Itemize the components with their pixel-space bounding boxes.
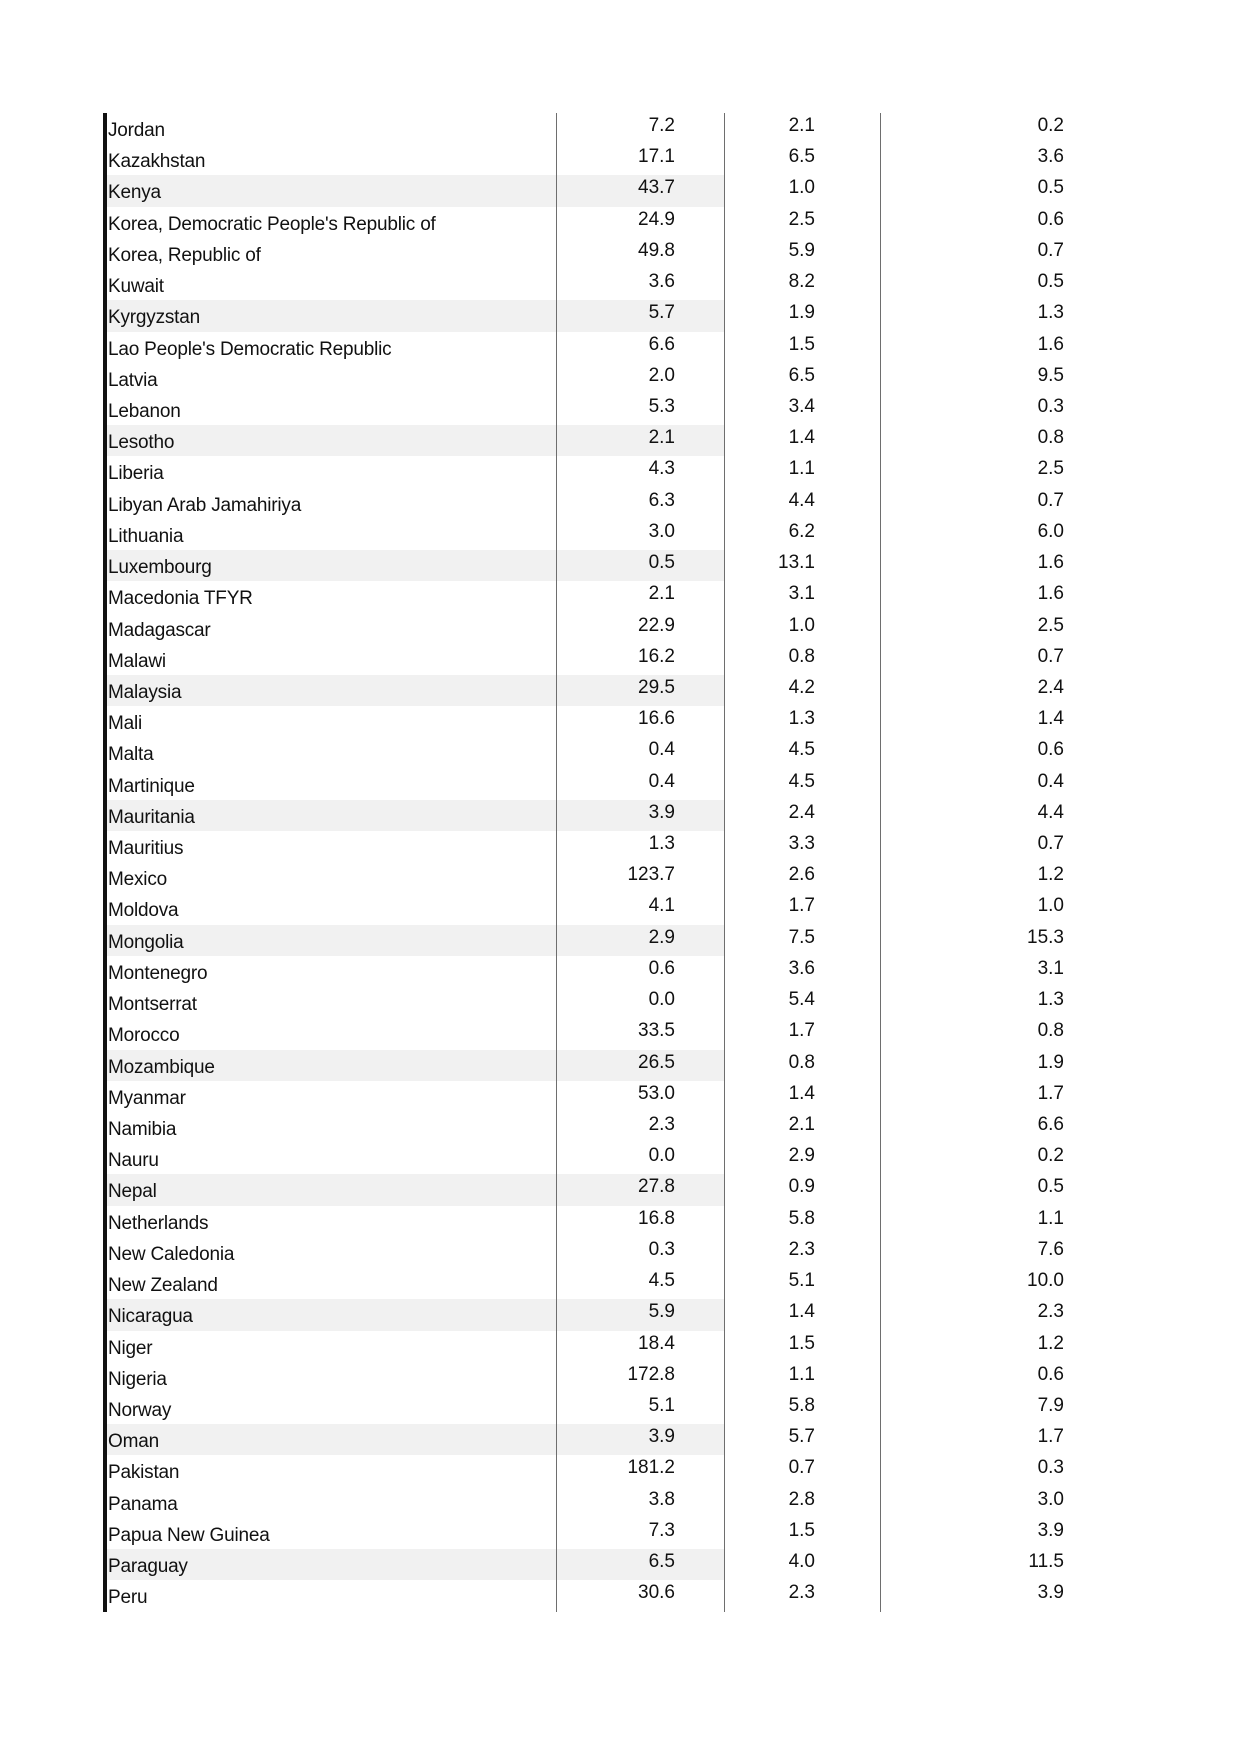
value-cell-col1: 3.0 xyxy=(648,520,675,542)
value-cell-col1: 4.3 xyxy=(648,458,675,480)
value-cell-col1: 6.3 xyxy=(648,489,675,511)
country-name-cell: Lebanon xyxy=(108,400,181,422)
value-cell-col1: 17.1 xyxy=(638,146,675,168)
value-cell-col1: 2.1 xyxy=(648,427,675,449)
value-cell-col1: 3.9 xyxy=(648,1426,675,1448)
value-cell-col1: 7.2 xyxy=(648,115,675,136)
table-row xyxy=(0,769,1241,800)
value-cell-col3: 3.1 xyxy=(1037,957,1064,979)
value-cell-col1: 4.5 xyxy=(648,1270,675,1292)
country-name-cell: Nepal xyxy=(108,1181,157,1203)
value-cell-col2: 0.8 xyxy=(788,645,815,667)
table-row xyxy=(0,519,1241,550)
value-cell-col1: 0.3 xyxy=(648,1238,675,1260)
country-name-cell: Martinique xyxy=(108,775,195,797)
table-row xyxy=(0,394,1241,425)
value-cell-col3: 1.6 xyxy=(1037,333,1064,355)
value-cell-col3: 15.3 xyxy=(1027,926,1064,948)
country-name-cell: Montenegro xyxy=(108,962,208,984)
value-cell-col1: 22.9 xyxy=(638,614,675,636)
value-cell-col1: 3.8 xyxy=(648,1488,675,1510)
value-cell-col2: 4.4 xyxy=(788,489,815,511)
column-divider xyxy=(556,113,557,1612)
value-cell-col3: 0.3 xyxy=(1037,395,1064,417)
value-cell-col3: 1.1 xyxy=(1037,1207,1064,1229)
table-row xyxy=(0,644,1241,675)
value-cell-col2: 1.7 xyxy=(788,1020,815,1042)
value-cell-col3: 0.5 xyxy=(1037,1176,1064,1198)
value-cell-col2: 1.4 xyxy=(788,1082,815,1104)
value-cell-col2: 1.9 xyxy=(788,302,815,324)
table-row xyxy=(0,800,1241,831)
value-cell-col3: 6.0 xyxy=(1037,520,1064,542)
value-cell-col1: 43.7 xyxy=(638,177,675,199)
country-name-cell: Niger xyxy=(108,1337,153,1359)
country-name-cell: Peru xyxy=(108,1587,148,1609)
value-cell-col3: 3.9 xyxy=(1037,1582,1064,1604)
value-cell-col2: 2.6 xyxy=(788,864,815,886)
value-cell-col2: 1.5 xyxy=(788,1332,815,1354)
value-cell-col2: 3.3 xyxy=(788,833,815,855)
value-cell-col2: 1.1 xyxy=(788,1363,815,1385)
value-cell-col2: 3.4 xyxy=(788,395,815,417)
country-name-cell: Nicaragua xyxy=(108,1306,193,1328)
value-cell-col3: 0.3 xyxy=(1037,1457,1064,1479)
table-row xyxy=(0,425,1241,456)
table-row xyxy=(0,113,1241,144)
country-name-cell: Pakistan xyxy=(108,1462,180,1484)
table-row xyxy=(0,1299,1241,1330)
value-cell-col2: 2.3 xyxy=(788,1582,815,1604)
country-name-cell: Norway xyxy=(108,1399,172,1421)
value-cell-col1: 26.5 xyxy=(638,1051,675,1073)
value-cell-col3: 0.6 xyxy=(1037,1363,1064,1385)
table-row xyxy=(0,956,1241,987)
country-name-cell: New Caledonia xyxy=(108,1243,235,1265)
value-cell-col2: 1.0 xyxy=(788,614,815,636)
value-cell-col1: 0.5 xyxy=(648,552,675,574)
table-row xyxy=(0,363,1241,394)
table-row xyxy=(0,1362,1241,1393)
value-cell-col1: 0.4 xyxy=(648,770,675,792)
value-cell-col3: 0.7 xyxy=(1037,239,1064,261)
table-row xyxy=(0,238,1241,269)
country-name-cell: Oman xyxy=(108,1431,159,1453)
country-name-cell: Kenya xyxy=(108,182,161,204)
table-row xyxy=(0,1455,1241,1486)
value-cell-col1: 123.7 xyxy=(627,864,675,886)
value-cell-col2: 1.1 xyxy=(788,458,815,480)
country-name-cell: Liberia xyxy=(108,463,164,485)
country-name-cell: Mauritius xyxy=(108,838,184,860)
table-row xyxy=(0,1081,1241,1112)
value-cell-col1: 2.0 xyxy=(648,364,675,386)
value-cell-col3: 3.0 xyxy=(1037,1488,1064,1510)
value-cell-col2: 2.3 xyxy=(788,1238,815,1260)
value-cell-col1: 16.8 xyxy=(638,1207,675,1229)
value-cell-col3: 1.2 xyxy=(1037,864,1064,886)
country-name-cell: Madagascar xyxy=(108,619,211,641)
column-divider xyxy=(724,113,725,1612)
value-cell-col1: 27.8 xyxy=(638,1176,675,1198)
country-name-cell: Kyrgyzstan xyxy=(108,307,200,329)
country-name-cell: Jordan xyxy=(108,120,165,141)
value-cell-col3: 1.3 xyxy=(1037,989,1064,1011)
value-cell-col2: 1.4 xyxy=(788,427,815,449)
value-cell-col3: 9.5 xyxy=(1037,364,1064,386)
country-name-cell: Morocco xyxy=(108,1025,180,1047)
table-row xyxy=(0,925,1241,956)
value-cell-col2: 6.5 xyxy=(788,364,815,386)
table-row xyxy=(0,1331,1241,1362)
table-row xyxy=(0,1206,1241,1237)
country-name-cell: Korea, Republic of xyxy=(108,244,261,266)
value-cell-col1: 49.8 xyxy=(638,239,675,261)
column-divider xyxy=(880,113,881,1612)
value-cell-col2: 2.9 xyxy=(788,1145,815,1167)
country-name-cell: Korea, Democratic People's Republic of xyxy=(108,213,436,235)
value-cell-col1: 172.8 xyxy=(627,1363,675,1385)
value-cell-col1: 24.9 xyxy=(638,208,675,230)
table-row xyxy=(0,1393,1241,1424)
table-row xyxy=(0,207,1241,238)
table-row xyxy=(0,1237,1241,1268)
value-cell-col1: 7.3 xyxy=(648,1519,675,1541)
value-cell-col2: 5.7 xyxy=(788,1426,815,1448)
table-row xyxy=(0,1487,1241,1518)
value-cell-col1: 0.6 xyxy=(648,957,675,979)
value-cell-col3: 10.0 xyxy=(1027,1270,1064,1292)
country-name-cell: Papua New Guinea xyxy=(108,1524,270,1546)
value-cell-col1: 5.9 xyxy=(648,1301,675,1323)
table-row xyxy=(0,675,1241,706)
value-cell-col3: 2.4 xyxy=(1037,676,1064,698)
table-row xyxy=(0,332,1241,363)
table-row xyxy=(0,1174,1241,1205)
value-cell-col2: 5.1 xyxy=(788,1270,815,1292)
value-cell-col1: 2.9 xyxy=(648,926,675,948)
country-name-cell: Macedonia TFYR xyxy=(108,588,253,610)
value-cell-col3: 2.5 xyxy=(1037,458,1064,480)
country-name-cell: Kazakhstan xyxy=(108,151,206,173)
table-row xyxy=(0,1050,1241,1081)
data-table xyxy=(0,113,1241,1612)
value-cell-col1: 2.3 xyxy=(648,1114,675,1135)
value-cell-col3: 11.5 xyxy=(1028,1551,1064,1573)
country-name-cell: Malta xyxy=(108,744,154,766)
country-name-cell: Mali xyxy=(108,713,143,735)
value-cell-col3: 0.7 xyxy=(1037,489,1064,511)
value-cell-col1: 18.4 xyxy=(638,1332,675,1354)
value-cell-col1: 5.1 xyxy=(648,1394,675,1416)
country-name-cell: Paraguay xyxy=(108,1556,188,1578)
value-cell-col1: 181.2 xyxy=(627,1457,675,1479)
value-cell-col3: 4.4 xyxy=(1037,801,1064,823)
country-name-cell: Libyan Arab Jamahiriya xyxy=(108,494,302,516)
country-name-cell: Luxembourg xyxy=(108,557,212,579)
value-cell-col3: 0.2 xyxy=(1037,115,1064,136)
country-name-cell: Mozambique xyxy=(108,1056,215,1078)
value-cell-col1: 3.6 xyxy=(648,271,675,293)
value-cell-col2: 1.7 xyxy=(788,895,815,917)
value-cell-col3: 7.6 xyxy=(1037,1238,1064,1260)
table-row xyxy=(0,987,1241,1018)
value-cell-col3: 0.2 xyxy=(1037,1145,1064,1167)
value-cell-col1: 4.1 xyxy=(648,895,675,917)
value-cell-col3: 1.6 xyxy=(1037,583,1064,605)
value-cell-col2: 2.4 xyxy=(788,801,815,823)
value-cell-col1: 33.5 xyxy=(638,1020,675,1042)
table-row xyxy=(0,269,1241,300)
country-name-cell: Mongolia xyxy=(108,931,184,953)
value-cell-col1: 0.4 xyxy=(648,739,675,761)
country-name-cell: Lao People's Democratic Republic xyxy=(108,338,392,360)
country-name-cell: Malawi xyxy=(108,650,166,672)
value-cell-col3: 7.9 xyxy=(1037,1394,1064,1416)
country-name-cell: Kuwait xyxy=(108,276,164,298)
country-name-cell: Nauru xyxy=(108,1150,159,1172)
value-cell-col3: 1.0 xyxy=(1037,895,1064,917)
value-cell-col2: 1.3 xyxy=(788,708,815,730)
value-cell-col1: 16.6 xyxy=(638,708,675,730)
value-cell-col1: 5.7 xyxy=(648,302,675,324)
table-row xyxy=(0,1549,1241,1580)
country-name-cell: Malaysia xyxy=(108,681,182,703)
country-name-cell: Panama xyxy=(108,1493,178,1515)
value-cell-col3: 0.5 xyxy=(1037,177,1064,199)
value-cell-col1: 2.1 xyxy=(648,583,675,605)
value-cell-col2: 0.7 xyxy=(788,1457,815,1479)
value-cell-col2: 1.5 xyxy=(788,1519,815,1541)
table-row xyxy=(0,862,1241,893)
table-row xyxy=(0,613,1241,644)
table-row xyxy=(0,1268,1241,1299)
country-name-cell: Lithuania xyxy=(108,525,184,547)
country-name-cell: Montserrat xyxy=(108,994,197,1016)
value-cell-col2: 3.6 xyxy=(788,957,815,979)
country-name-cell: Mauritania xyxy=(108,806,195,828)
value-cell-col1: 5.3 xyxy=(648,395,675,417)
value-cell-col2: 6.5 xyxy=(788,146,815,168)
value-cell-col3: 3.9 xyxy=(1037,1519,1064,1541)
value-cell-col3: 0.6 xyxy=(1037,208,1064,230)
table-row xyxy=(0,581,1241,612)
table-row xyxy=(0,893,1241,924)
country-name-cell: Nigeria xyxy=(108,1368,167,1390)
value-cell-col2: 8.2 xyxy=(788,271,815,293)
value-cell-col2: 4.5 xyxy=(788,739,815,761)
value-cell-col3: 0.5 xyxy=(1037,271,1064,293)
value-cell-col3: 2.3 xyxy=(1037,1301,1064,1323)
value-cell-col2: 5.4 xyxy=(788,989,815,1011)
value-cell-col3: 6.6 xyxy=(1037,1114,1064,1135)
value-cell-col1: 3.9 xyxy=(648,801,675,823)
value-cell-col2: 0.9 xyxy=(788,1176,815,1198)
table-body xyxy=(0,113,1241,1612)
value-cell-col2: 1.0 xyxy=(788,177,815,199)
value-cell-col2: 2.5 xyxy=(788,208,815,230)
value-cell-col2: 13.1 xyxy=(778,552,815,574)
value-cell-col1: 0.0 xyxy=(648,1145,675,1167)
value-cell-col3: 1.9 xyxy=(1037,1051,1064,1073)
table-row xyxy=(0,456,1241,487)
value-cell-col3: 2.5 xyxy=(1037,614,1064,636)
value-cell-col1: 30.6 xyxy=(638,1582,675,1604)
value-cell-col3: 1.7 xyxy=(1037,1082,1064,1104)
table-row xyxy=(0,300,1241,331)
value-cell-col2: 6.2 xyxy=(788,520,815,542)
value-cell-col3: 0.8 xyxy=(1037,427,1064,449)
value-cell-col2: 0.8 xyxy=(788,1051,815,1073)
table-row xyxy=(0,1580,1241,1611)
value-cell-col2: 5.8 xyxy=(788,1207,815,1229)
value-cell-col2: 1.5 xyxy=(788,333,815,355)
table-row xyxy=(0,550,1241,581)
value-cell-col2: 4.0 xyxy=(788,1551,815,1573)
country-name-cell: Latvia xyxy=(108,369,158,391)
value-cell-col2: 2.1 xyxy=(788,115,815,136)
value-cell-col3: 0.4 xyxy=(1037,770,1064,792)
value-cell-col2: 4.2 xyxy=(788,676,815,698)
table-row xyxy=(0,831,1241,862)
value-cell-col2: 2.8 xyxy=(788,1488,815,1510)
value-cell-col3: 1.3 xyxy=(1037,302,1064,324)
table-row xyxy=(0,1518,1241,1549)
table-row xyxy=(0,488,1241,519)
country-name-cell: Namibia xyxy=(108,1119,177,1140)
country-name-cell: Netherlands xyxy=(108,1212,209,1234)
value-cell-col1: 53.0 xyxy=(638,1082,675,1104)
value-cell-col1: 0.0 xyxy=(648,989,675,1011)
value-cell-col3: 3.6 xyxy=(1037,146,1064,168)
value-cell-col2: 5.9 xyxy=(788,239,815,261)
country-name-cell: Moldova xyxy=(108,900,179,922)
table-row xyxy=(0,1424,1241,1455)
table-row xyxy=(0,144,1241,175)
value-cell-col2: 5.8 xyxy=(788,1394,815,1416)
country-name-cell: New Zealand xyxy=(108,1275,218,1297)
table-row xyxy=(0,1112,1241,1143)
value-cell-col3: 1.6 xyxy=(1037,552,1064,574)
country-name-cell: Mexico xyxy=(108,869,167,891)
country-name-cell: Lesotho xyxy=(108,432,175,454)
value-cell-col1: 6.6 xyxy=(648,333,675,355)
value-cell-col1: 6.5 xyxy=(648,1551,675,1573)
value-cell-col2: 7.5 xyxy=(788,926,815,948)
value-cell-col3: 0.7 xyxy=(1037,833,1064,855)
value-cell-col2: 1.4 xyxy=(788,1301,815,1323)
table-row xyxy=(0,1143,1241,1174)
value-cell-col1: 29.5 xyxy=(638,676,675,698)
value-cell-col2: 2.1 xyxy=(788,1114,815,1135)
value-cell-col3: 0.7 xyxy=(1037,645,1064,667)
value-cell-col3: 1.7 xyxy=(1037,1426,1064,1448)
country-name-cell: Myanmar xyxy=(108,1087,186,1109)
value-cell-col3: 1.4 xyxy=(1037,708,1064,730)
table-row xyxy=(0,1018,1241,1049)
table-row xyxy=(0,706,1241,737)
value-cell-col1: 16.2 xyxy=(638,645,675,667)
value-cell-col2: 4.5 xyxy=(788,770,815,792)
value-cell-col1: 1.3 xyxy=(648,833,675,855)
table-row xyxy=(0,737,1241,768)
table-row xyxy=(0,175,1241,206)
value-cell-col3: 0.8 xyxy=(1037,1020,1064,1042)
value-cell-col2: 3.1 xyxy=(788,583,815,605)
value-cell-col3: 1.2 xyxy=(1037,1332,1064,1354)
value-cell-col3: 0.6 xyxy=(1037,739,1064,761)
